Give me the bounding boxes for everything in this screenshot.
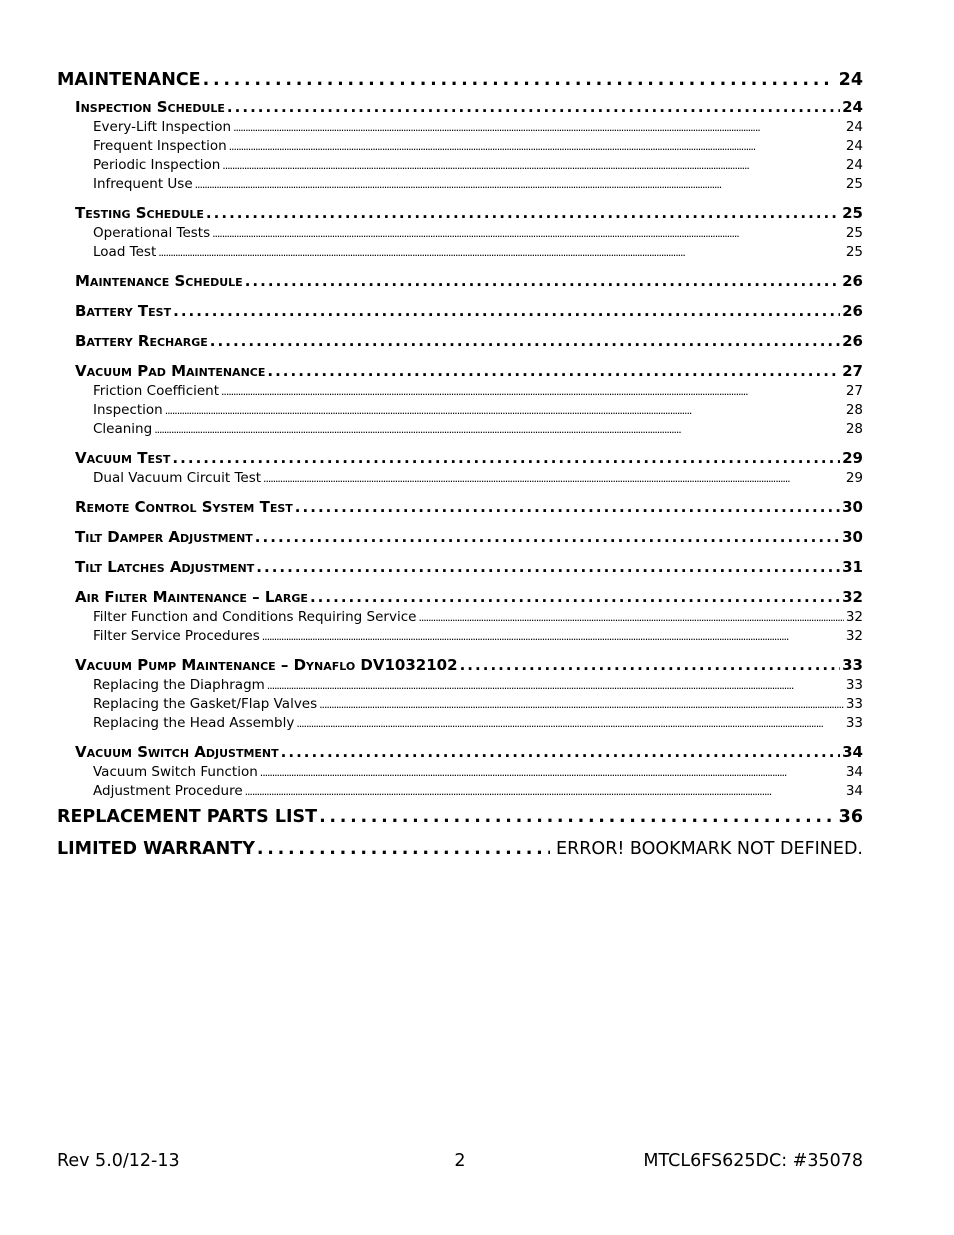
toc-entry-title: REPLACEMENT PARTS LIST bbox=[57, 807, 318, 827]
toc-entry-title: Tilt Latches Adjustment bbox=[75, 558, 255, 576]
toc-entry-level-3[interactable] bbox=[57, 676, 863, 695]
toc-entry-page-number: 33 bbox=[845, 677, 863, 693]
toc-dot-leader bbox=[263, 469, 844, 488]
toc-dot-leader bbox=[267, 676, 844, 695]
toc-entry-title: Filter Service Procedures bbox=[93, 628, 260, 644]
toc-entry-level-3[interactable] bbox=[57, 763, 863, 782]
toc-entry-level-3[interactable] bbox=[57, 382, 863, 401]
toc-entry-title: Replacing the Diaphragm bbox=[93, 677, 265, 693]
toc-entry-page-number: 25 bbox=[845, 176, 863, 192]
toc-dot-leader bbox=[245, 270, 840, 292]
page-footer bbox=[57, 1148, 863, 1174]
toc-entry-title: Air Filter Maintenance – Large bbox=[75, 588, 308, 606]
toc-entry-title: Filter Function and Conditions Requiring Service bbox=[93, 609, 417, 625]
footer-page-number: 2 bbox=[454, 1151, 466, 1171]
toc-entry-page-number: 33 bbox=[845, 715, 863, 731]
toc-dot-leader bbox=[158, 243, 844, 262]
toc-dot-leader bbox=[233, 118, 844, 137]
toc-entry-page-number: 26 bbox=[842, 332, 863, 350]
toc-entry-page-number: 26 bbox=[842, 302, 863, 320]
toc-entry-title: Vacuum Test bbox=[75, 449, 171, 467]
toc-entry-page-number: 27 bbox=[842, 362, 863, 380]
toc-entry-page-number: 30 bbox=[842, 528, 863, 546]
toc-entry-level-2[interactable] bbox=[57, 556, 863, 578]
toc-entry-level-2[interactable] bbox=[57, 300, 863, 322]
toc-entry-title: Testing Schedule bbox=[75, 204, 204, 222]
toc-dot-leader bbox=[267, 360, 840, 382]
footer-document-id: MTCL6FS625DC: #35078 bbox=[643, 1151, 863, 1171]
toc-entry-title: Frequent Inspection bbox=[93, 138, 227, 154]
toc-entry-page-number: 32 bbox=[842, 588, 863, 606]
toc-entry-page-number: 25 bbox=[842, 204, 863, 222]
toc-entry-title: Vacuum Switch Function bbox=[93, 764, 258, 780]
toc-entry-title: Replacing the Head Assembly bbox=[93, 715, 295, 731]
toc-dot-leader bbox=[165, 401, 844, 420]
toc-dot-leader bbox=[257, 833, 550, 865]
toc-entry-level-3[interactable] bbox=[57, 118, 863, 137]
toc-entry-level-1[interactable] bbox=[57, 64, 863, 96]
toc-entry-level-3[interactable] bbox=[57, 401, 863, 420]
toc-entry-page-number: ERROR! BOOKMARK NOT DEFINED. bbox=[556, 839, 863, 859]
toc-entry-title: Operational Tests bbox=[93, 225, 211, 241]
toc-dot-leader bbox=[172, 447, 840, 469]
toc-entry-level-2[interactable] bbox=[57, 447, 863, 469]
toc-entry-level-3[interactable] bbox=[57, 175, 863, 194]
toc-entry-level-3[interactable] bbox=[57, 714, 863, 733]
table-of-contents bbox=[57, 64, 863, 865]
toc-dot-leader bbox=[173, 300, 840, 322]
toc-entry-title: Inspection bbox=[93, 402, 163, 418]
toc-entry-page-number: 34 bbox=[842, 743, 863, 761]
toc-entry-page-number: 29 bbox=[842, 449, 863, 467]
toc-entry-page-number: 24 bbox=[845, 119, 863, 135]
toc-entry-title: Adjustment Procedure bbox=[93, 783, 243, 799]
toc-dot-leader bbox=[418, 608, 843, 627]
toc-entry-level-3[interactable] bbox=[57, 608, 863, 627]
toc-entry-page-number: 33 bbox=[845, 696, 863, 712]
toc-dot-leader bbox=[310, 586, 840, 608]
toc-dot-leader bbox=[319, 801, 833, 833]
toc-entry-title: Tilt Damper Adjustment bbox=[75, 528, 253, 546]
toc-entry-level-3[interactable] bbox=[57, 224, 863, 243]
toc-entry-title: Vacuum Pump Maintenance – Dynaflo DV1032102 bbox=[75, 656, 458, 674]
toc-dot-leader bbox=[227, 96, 840, 118]
toc-dot-leader bbox=[206, 202, 840, 224]
toc-entry-title: Battery Test bbox=[75, 302, 172, 320]
toc-entry-page-number: 32 bbox=[845, 609, 863, 625]
toc-entry-level-3[interactable] bbox=[57, 156, 863, 175]
toc-entry-title: MAINTENANCE bbox=[57, 70, 201, 90]
toc-entry-page-number: 25 bbox=[845, 225, 863, 241]
toc-dot-leader bbox=[319, 695, 844, 714]
toc-dot-leader bbox=[256, 556, 840, 578]
toc-entry-level-3[interactable] bbox=[57, 695, 863, 714]
toc-entry-page-number: 24 bbox=[845, 157, 863, 173]
toc-dot-leader bbox=[262, 627, 844, 646]
toc-entry-page-number: 27 bbox=[845, 383, 863, 399]
toc-entry-title: Battery Recharge bbox=[75, 332, 208, 350]
toc-entry-title: Vacuum Pad Maintenance bbox=[75, 362, 266, 380]
toc-dot-leader bbox=[210, 330, 840, 352]
toc-entry-level-3[interactable] bbox=[57, 137, 863, 156]
toc-entry-level-3[interactable] bbox=[57, 782, 863, 801]
toc-entry-title: Inspection Schedule bbox=[75, 98, 225, 116]
toc-entry-title: Infrequent Use bbox=[93, 176, 193, 192]
toc-dot-leader bbox=[195, 175, 844, 194]
toc-entry-page-number: 29 bbox=[845, 470, 863, 486]
toc-entry-title: Load Test bbox=[93, 244, 157, 260]
toc-entry-level-2[interactable] bbox=[57, 96, 863, 118]
footer-revision: Rev 5.0/12-13 bbox=[57, 1151, 180, 1171]
toc-dot-leader bbox=[245, 782, 844, 801]
toc-entry-title: Cleaning bbox=[93, 421, 153, 437]
toc-entry-level-3[interactable] bbox=[57, 469, 863, 488]
toc-entry-title: Remote Control System Test bbox=[75, 498, 293, 516]
toc-entry-level-2[interactable] bbox=[57, 330, 863, 352]
toc-dot-leader bbox=[295, 496, 840, 518]
toc-entry-page-number: 31 bbox=[842, 558, 863, 576]
toc-entry-page-number: 34 bbox=[845, 783, 863, 799]
toc-entry-level-2[interactable] bbox=[57, 586, 863, 608]
toc-entry-level-2[interactable] bbox=[57, 202, 863, 224]
toc-dot-leader bbox=[260, 763, 844, 782]
toc-dot-leader bbox=[281, 741, 841, 763]
toc-dot-leader bbox=[229, 137, 844, 156]
toc-dot-leader bbox=[221, 382, 844, 401]
toc-entry-level-3[interactable] bbox=[57, 243, 863, 262]
toc-entry-page-number: 32 bbox=[845, 628, 863, 644]
toc-entry-page-number: 30 bbox=[842, 498, 863, 516]
toc-entry-title: LIMITED WARRANTY bbox=[57, 839, 255, 859]
toc-entry-level-3[interactable] bbox=[57, 420, 863, 439]
toc-entry-level-2[interactable] bbox=[57, 360, 863, 382]
toc-entry-page-number: 28 bbox=[845, 402, 863, 418]
toc-entry-page-number: 33 bbox=[842, 656, 863, 674]
toc-entry-level-2[interactable] bbox=[57, 526, 863, 548]
toc-dot-leader bbox=[212, 224, 844, 243]
toc-entry-level-1[interactable] bbox=[57, 833, 863, 865]
toc-entry-title: Vacuum Switch Adjustment bbox=[75, 743, 279, 761]
toc-entry-title: Dual Vacuum Circuit Test bbox=[93, 470, 262, 486]
toc-dot-leader bbox=[154, 420, 844, 439]
toc-entry-level-2[interactable] bbox=[57, 496, 863, 518]
toc-entry-level-2[interactable] bbox=[57, 654, 863, 676]
toc-dot-leader bbox=[296, 714, 843, 733]
toc-entry-level-2[interactable] bbox=[57, 741, 863, 763]
toc-dot-leader bbox=[222, 156, 844, 175]
toc-entry-title: Friction Coefficient bbox=[93, 383, 220, 399]
toc-entry-title: Replacing the Gasket/Flap Valves bbox=[93, 696, 318, 712]
toc-dot-leader bbox=[460, 654, 841, 676]
toc-entry-page-number: 26 bbox=[842, 272, 863, 290]
toc-entry-page-number: 25 bbox=[845, 244, 863, 260]
toc-entry-page-number: 36 bbox=[838, 807, 863, 827]
toc-entry-page-number: 24 bbox=[845, 138, 863, 154]
toc-entry-title: Every-Lift Inspection bbox=[93, 119, 232, 135]
toc-entry-level-2[interactable] bbox=[57, 270, 863, 292]
toc-entry-page-number: 28 bbox=[845, 421, 863, 437]
toc-entry-title: Periodic Inspection bbox=[93, 157, 221, 173]
toc-entry-title: Maintenance Schedule bbox=[75, 272, 243, 290]
toc-entry-level-1[interactable] bbox=[57, 801, 863, 833]
toc-entry-level-3[interactable] bbox=[57, 627, 863, 646]
toc-dot-leader bbox=[255, 526, 840, 548]
toc-entry-page-number: 24 bbox=[838, 70, 863, 90]
toc-dot-leader bbox=[203, 64, 833, 96]
toc-entry-page-number: 24 bbox=[842, 98, 863, 116]
toc-entry-page-number: 34 bbox=[845, 764, 863, 780]
